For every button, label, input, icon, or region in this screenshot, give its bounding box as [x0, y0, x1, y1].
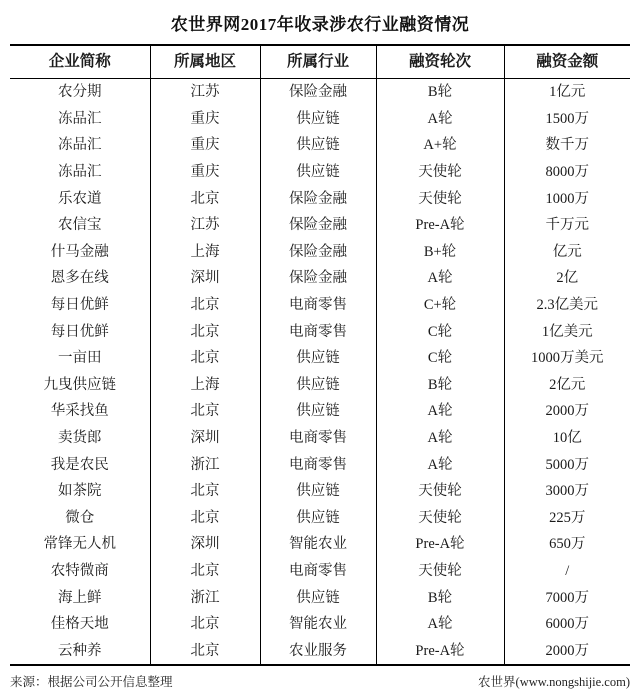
cell-industry: 保险金融 — [260, 212, 376, 239]
cell-region: 江苏 — [150, 212, 260, 239]
cell-region: 深圳 — [150, 531, 260, 558]
cell-round: A轮 — [376, 611, 504, 638]
table-row — [10, 531, 630, 558]
cell-industry: 电商零售 — [260, 425, 376, 452]
cell-industry: 电商零售 — [260, 292, 376, 319]
cell-amount: 225万 — [504, 505, 630, 532]
cell-region: 浙江 — [150, 584, 260, 611]
cell-round: A轮 — [376, 265, 504, 292]
cell-industry: 智能农业 — [260, 531, 376, 558]
cell-region: 北京 — [150, 637, 260, 664]
cell-industry: 供应链 — [260, 159, 376, 186]
cell-industry: 供应链 — [260, 478, 376, 505]
cell-industry: 保险金融 — [260, 79, 376, 106]
cell-amount: 数千万 — [504, 132, 630, 159]
cell-round: 天使轮 — [376, 478, 504, 505]
cell-region: 北京 — [150, 611, 260, 638]
document-footer — [10, 666, 630, 690]
table-row — [10, 318, 630, 345]
cell-company: 华采找鱼 — [10, 398, 150, 425]
cell-amount: 千万元 — [504, 212, 630, 239]
table-row — [10, 79, 630, 106]
cell-amount: 2000万 — [504, 637, 630, 664]
cell-company: 农特微商 — [10, 558, 150, 585]
cell-industry: 供应链 — [260, 398, 376, 425]
table-row — [10, 451, 630, 478]
column-header-region: 所属地区 — [150, 46, 260, 79]
cell-region: 北京 — [150, 185, 260, 212]
page-title: 农世界网2017年收录涉农行业融资情况 — [170, 15, 470, 34]
column-header-company: 企业简称 — [10, 46, 150, 79]
cell-amount: 2亿 — [504, 265, 630, 292]
cell-amount: 6000万 — [504, 611, 630, 638]
cell-round: Pre-A轮 — [376, 637, 504, 664]
cell-round: A轮 — [376, 425, 504, 452]
table-header-row — [10, 46, 630, 79]
cell-industry: 供应链 — [260, 584, 376, 611]
cell-company: 九曳供应链 — [10, 372, 150, 399]
cell-industry: 供应链 — [260, 132, 376, 159]
cell-amount: 亿元 — [504, 239, 630, 266]
cell-round: 天使轮 — [376, 159, 504, 186]
cell-round: 天使轮 — [376, 185, 504, 212]
cell-round: Pre-A轮 — [376, 212, 504, 239]
table-row — [10, 372, 630, 399]
cell-company: 冻品汇 — [10, 106, 150, 133]
column-header-industry: 所属行业 — [260, 46, 376, 79]
cell-company: 一亩田 — [10, 345, 150, 372]
cell-region: 深圳 — [150, 425, 260, 452]
table-row — [10, 345, 630, 372]
cell-company: 海上鲜 — [10, 584, 150, 611]
cell-company: 微仓 — [10, 505, 150, 532]
table-body — [10, 79, 630, 665]
source-note: 来源：根据公司公开信息整理 — [10, 675, 173, 690]
cell-round: B轮 — [376, 79, 504, 106]
cell-industry: 供应链 — [260, 106, 376, 133]
brand-watermark: 农世界(www.nongshijie.com) — [478, 675, 630, 690]
cell-company: 农信宝 — [10, 212, 150, 239]
cell-region: 上海 — [150, 372, 260, 399]
cell-company: 卖货郎 — [10, 425, 150, 452]
cell-amount: 2000万 — [504, 398, 630, 425]
cell-amount: 2亿元 — [504, 372, 630, 399]
cell-company: 常锋无人机 — [10, 531, 150, 558]
table-row — [10, 611, 630, 638]
table-row — [10, 425, 630, 452]
table-row — [10, 159, 630, 186]
cell-company: 乐农道 — [10, 185, 150, 212]
cell-industry: 电商零售 — [260, 318, 376, 345]
table-row — [10, 185, 630, 212]
cell-amount: 1000万 — [504, 185, 630, 212]
cell-industry: 保险金融 — [260, 265, 376, 292]
table-row — [10, 637, 630, 664]
cell-amount: 2.3亿美元 — [504, 292, 630, 319]
cell-company: 什马金融 — [10, 239, 150, 266]
cell-amount: 1500万 — [504, 106, 630, 133]
cell-company: 云种养 — [10, 637, 150, 664]
cell-amount: 3000万 — [504, 478, 630, 505]
cell-region: 北京 — [150, 505, 260, 532]
cell-round: B轮 — [376, 584, 504, 611]
cell-round: C轮 — [376, 345, 504, 372]
cell-round: C轮 — [376, 318, 504, 345]
table-row — [10, 478, 630, 505]
cell-round: A+轮 — [376, 132, 504, 159]
cell-industry: 供应链 — [260, 345, 376, 372]
table-row — [10, 558, 630, 585]
cell-industry: 供应链 — [260, 505, 376, 532]
cell-region: 北京 — [150, 292, 260, 319]
cell-industry: 保险金融 — [260, 239, 376, 266]
table-row — [10, 239, 630, 266]
cell-industry: 供应链 — [260, 372, 376, 399]
cell-round: A轮 — [376, 398, 504, 425]
cell-company: 我是农民 — [10, 451, 150, 478]
table-row — [10, 132, 630, 159]
cell-company: 佳格天地 — [10, 611, 150, 638]
cell-company: 冻品汇 — [10, 132, 150, 159]
cell-industry: 电商零售 — [260, 558, 376, 585]
cell-industry: 电商零售 — [260, 451, 376, 478]
cell-region: 北京 — [150, 318, 260, 345]
cell-amount: 7000万 — [504, 584, 630, 611]
table-row — [10, 584, 630, 611]
cell-company: 每日优鲜 — [10, 318, 150, 345]
cell-region: 北京 — [150, 478, 260, 505]
table-row — [10, 106, 630, 133]
cell-amount: 1000万美元 — [504, 345, 630, 372]
cell-region: 北京 — [150, 398, 260, 425]
cell-round: C+轮 — [376, 292, 504, 319]
table-row — [10, 505, 630, 532]
cell-company: 如茶院 — [10, 478, 150, 505]
cell-region: 重庆 — [150, 159, 260, 186]
cell-industry: 农业服务 — [260, 637, 376, 664]
cell-amount: 8000万 — [504, 159, 630, 186]
cell-round: B+轮 — [376, 239, 504, 266]
cell-round: A轮 — [376, 451, 504, 478]
cell-company: 农分期 — [10, 79, 150, 106]
cell-region: 江苏 — [150, 79, 260, 106]
cell-region: 浙江 — [150, 451, 260, 478]
cell-amount: 1亿元 — [504, 79, 630, 106]
table-row — [10, 212, 630, 239]
cell-round: 天使轮 — [376, 558, 504, 585]
financing-table — [10, 46, 630, 664]
column-header-amount: 融资金额 — [504, 46, 630, 79]
cell-round: B轮 — [376, 372, 504, 399]
table-row — [10, 292, 630, 319]
cell-amount: 1亿美元 — [504, 318, 630, 345]
cell-region: 上海 — [150, 239, 260, 266]
cell-region: 重庆 — [150, 132, 260, 159]
cell-industry: 保险金融 — [260, 185, 376, 212]
cell-round: 天使轮 — [376, 505, 504, 532]
cell-round: Pre-A轮 — [376, 531, 504, 558]
cell-company: 冻品汇 — [10, 159, 150, 186]
cell-amount: / — [504, 558, 630, 585]
table-row — [10, 265, 630, 292]
column-header-round: 融资轮次 — [376, 46, 504, 79]
cell-region: 北京 — [150, 345, 260, 372]
table-row — [10, 398, 630, 425]
cell-round: A轮 — [376, 106, 504, 133]
cell-region: 重庆 — [150, 106, 260, 133]
cell-company: 每日优鲜 — [10, 292, 150, 319]
cell-amount: 650万 — [504, 531, 630, 558]
cell-region: 深圳 — [150, 265, 260, 292]
cell-industry: 智能农业 — [260, 611, 376, 638]
cell-region: 北京 — [150, 558, 260, 585]
cell-amount: 5000万 — [504, 451, 630, 478]
cell-company: 恩多在线 — [10, 265, 150, 292]
cell-amount: 10亿 — [504, 425, 630, 452]
